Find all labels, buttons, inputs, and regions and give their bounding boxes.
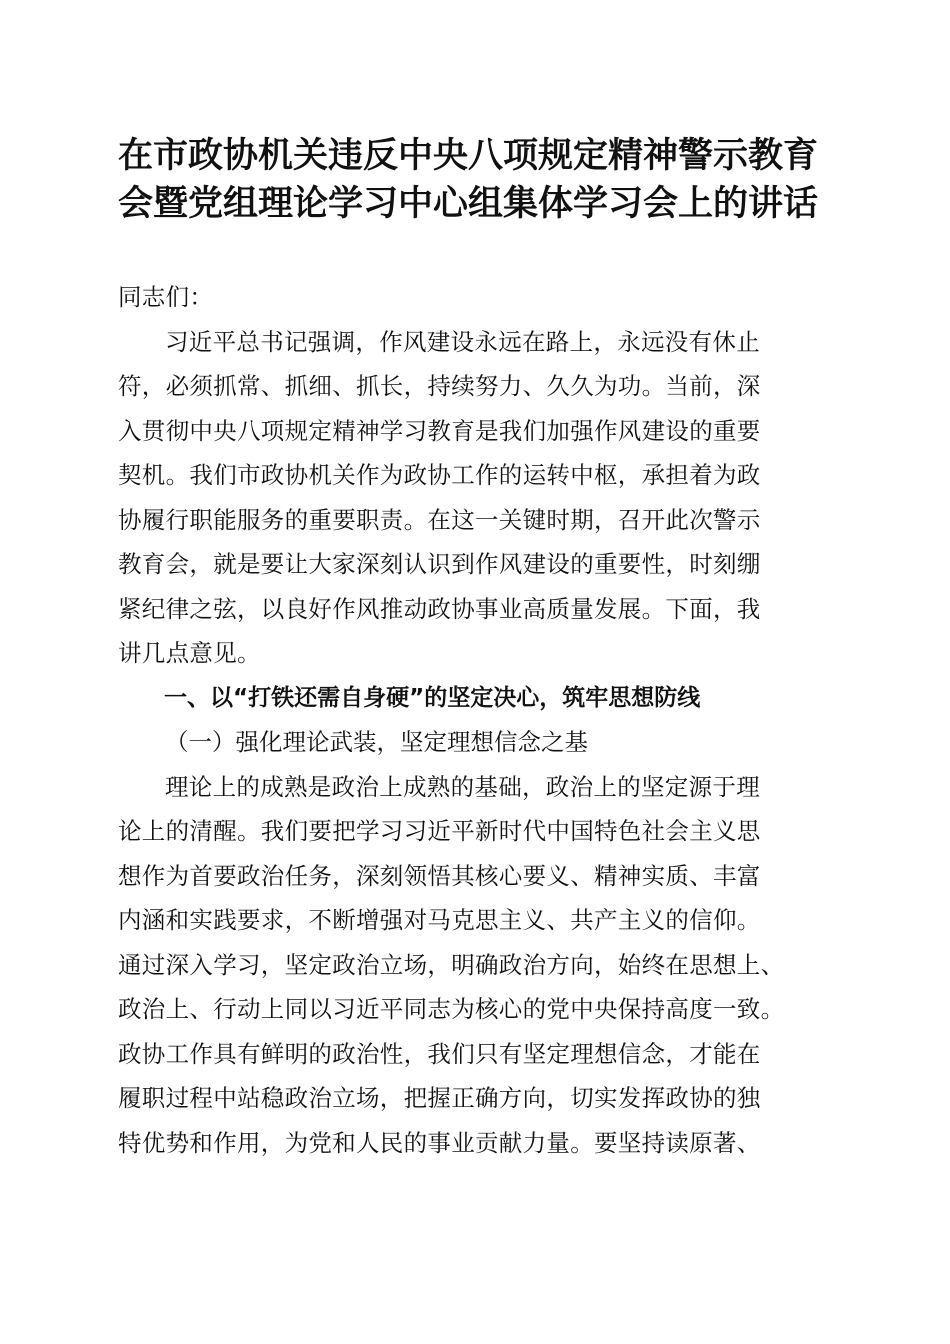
- paragraph-line: 内涵和实践要求，不断增强对马克思主义、共产主义的信仰。: [118, 906, 761, 934]
- paragraph-line: 履职过程中站稳政治立场，把握正确方向，切实发挥政协的独: [118, 1084, 761, 1112]
- paragraph-line: 教育会，就是要让大家深刻认识到作风建设的重要性，时刻绷: [118, 550, 761, 578]
- intro-paragraph: [118, 320, 832, 676]
- subsection-heading: （一）强化理论武装，坚定理想信念之基: [165, 728, 588, 756]
- paragraph-line: 政治上、行动上同以习近平同志为核心的党中央保持高度一致。: [118, 995, 785, 1023]
- paragraph-line: 论上的清醒。我们要把学习习近平新时代中国特色社会主义思: [118, 817, 761, 845]
- document-title: [118, 132, 832, 228]
- paragraph-line: 协履行职能服务的重要职责。在这一关键时期，召开此次警示: [118, 505, 761, 534]
- salutation: 同志们：: [118, 283, 214, 311]
- paragraph-line: 理论上的成熟是政治上成熟的基础，政治上的坚定源于理: [165, 772, 760, 801]
- paragraph-line: 想作为首要政治任务，深刻领悟其核心要义、精神实质、丰富: [118, 861, 761, 890]
- document-page: [118, 132, 832, 1165]
- paragraph-line: 入贯彻中央八项规定精神学习教育是我们加强作风建设的重要: [118, 416, 761, 445]
- paragraph-line: 讲几点意见。: [118, 639, 261, 667]
- paragraph-line: 习近平总书记强调，作风建设永远在路上，永远没有休止: [165, 327, 760, 356]
- section-heading: 一、以“打铁还需自身硬”的坚定决心，筑牢思想防线: [164, 684, 701, 711]
- paragraph-line: 紧纪律之弦，以良好作风推动政协事业高质量发展。下面，我: [118, 594, 761, 623]
- paragraph-line: 政协工作具有鲜明的政治性，我们只有坚定理想信念，才能在: [118, 1039, 761, 1068]
- title-line: 会暨党组理论学习中心组集体学习会上的讲话: [118, 183, 819, 224]
- paragraph-line: 特优势和作用，为党和人民的事业贡献力量。要坚持读原著、: [118, 1128, 761, 1157]
- paragraph-line: 符，必须抓常、抓细、抓长，持续努力、久久为功。当前，深: [118, 372, 761, 400]
- body-paragraph: [118, 765, 832, 1166]
- paragraph-line: 通过深入学习，坚定政治立场，明确政治方向，始终在思想上、: [118, 950, 785, 979]
- title-line: 在市政协机关违反中央八项规定精神警示教育: [118, 135, 819, 176]
- paragraph-line: 契机。我们市政协机关作为政协工作的运转中枢，承担着为政: [118, 461, 761, 489]
